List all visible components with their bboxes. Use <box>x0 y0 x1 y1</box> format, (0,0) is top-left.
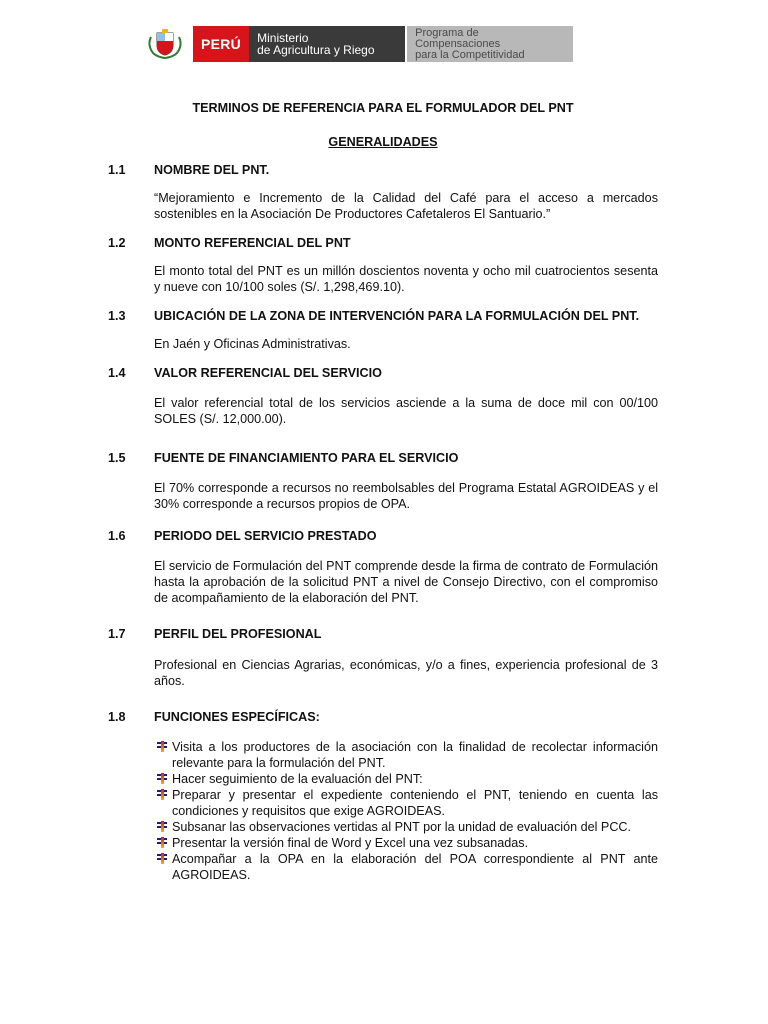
section-1-4 <box>108 365 658 427</box>
section-heading: FUNCIONES ESPECÍFICAS: <box>154 710 320 724</box>
coat-of-arms-icon <box>145 26 185 62</box>
list-item <box>154 835 658 851</box>
section-1-8 <box>108 709 658 883</box>
document-body <box>108 100 658 883</box>
arrow-bullet-icon <box>154 788 172 802</box>
section-1-7 <box>108 626 658 689</box>
arrow-bullet-icon <box>154 740 172 754</box>
list-item-text: Acompañar a la OPA en la elaboración del POA correspondiente al PNT ante AGROIDEAS. <box>172 852 658 882</box>
section-number: 1.1 <box>108 163 126 177</box>
programa-line-3: para la Competitividad <box>415 48 525 61</box>
list-item <box>154 819 658 835</box>
arrow-bullet-icon <box>154 836 172 850</box>
section-number: 1.4 <box>108 366 126 380</box>
section-number: 1.2 <box>108 236 126 250</box>
section-1-6 <box>108 528 658 606</box>
section-text: En Jaén y Oficinas Administrativas. <box>154 337 351 351</box>
section-text: El 70% corresponde a recursos no reembolsables del Programa Estatal AGROIDEAS y el 30% corresponde a recursos propios de OPA. <box>154 481 658 511</box>
list-item-text: Hacer seguimiento de la evaluación del PNT: <box>172 772 423 786</box>
section-1-3 <box>108 308 658 352</box>
header-banner <box>145 26 573 62</box>
arrow-bullet-icon <box>154 772 172 786</box>
ministerio-line-1: Ministerio <box>257 31 309 45</box>
section-heading: VALOR REFERENCIAL DEL SERVICIO <box>154 366 382 380</box>
list-item <box>154 771 658 787</box>
list-item-text: Presentar la versión final de Word y Excel una vez subsanadas. <box>172 836 529 850</box>
ministerio-line-2: de Agricultura y Riego <box>257 43 375 57</box>
programa-line-1: Programa de <box>415 26 479 39</box>
section-number: 1.8 <box>108 710 126 724</box>
programa-line-2: Compensaciones <box>415 37 501 50</box>
ministerio-label <box>249 26 405 62</box>
section-heading: PERIODO DEL SERVICIO PRESTADO <box>154 529 377 543</box>
section-text: El monto total del PNT es un millón doscientos noventa y ocho mil cuatrocientos sesenta y nueve con 10/100 soles (S/. 1,298,469.10). <box>154 264 658 294</box>
list-item <box>154 787 658 819</box>
section-heading: MONTO REFERENCIAL DEL PNT <box>154 236 351 250</box>
list-item <box>154 851 658 883</box>
section-text: “Mejoramiento e Incremento de la Calidad del Café para el acceso a mercados sostenibles en la Asociación De Productores Cafetaleros El Santuario.” <box>154 191 658 221</box>
peru-label: PERÚ <box>193 26 249 62</box>
list-item-text: Subsanar las observaciones vertidas al PNT por la unidad de evaluación del PCC. <box>172 820 632 834</box>
section-heading: FUENTE DE FINANCIAMIENTO PARA EL SERVICIO <box>154 451 459 465</box>
section-number: 1.6 <box>108 529 126 543</box>
programa-label <box>407 26 573 62</box>
section-number: 1.5 <box>108 451 126 465</box>
section-number: 1.3 <box>108 309 126 323</box>
funciones-list <box>154 739 658 883</box>
section-heading: PERFIL DEL PROFESIONAL <box>154 627 322 641</box>
document-subtitle: GENERALIDADES <box>328 135 438 149</box>
list-item-text: Preparar y presentar el expediente conteniendo el PNT, teniendo en cuenta las condiciones y requisitos que exige AGROIDEAS. <box>172 788 658 818</box>
document-title: TERMINOS DE REFERENCIA PARA EL FORMULADOR DEL PNT <box>192 101 574 115</box>
section-text: El servicio de Formulación del PNT comprende desde la firma de contrato de Formulación hasta la aprobación de la solicitud PNT a nivel de Consejo Directivo, con el compromiso de acompañamiento de la elaboración del PNT. <box>154 559 658 605</box>
list-item <box>154 739 658 771</box>
list-item-text: Visita a los productores de la asociación con la finalidad de recolectar información relevante para la formulación del PNT. <box>172 740 658 770</box>
section-heading: NOMBRE DEL PNT. <box>154 163 270 177</box>
section-number: 1.7 <box>108 627 126 641</box>
arrow-bullet-icon <box>154 852 172 866</box>
arrow-bullet-icon <box>154 820 172 834</box>
section-text: Profesional en Ciencias Agrarias, económicas, y/o a fines, experiencia profesional de 3 años. <box>154 658 658 688</box>
section-1-5 <box>108 450 658 512</box>
section-text: El valor referencial total de los servicios asciende a la suma de doce mil con 00/100 SOLES (S/. 12,000.00). <box>154 396 658 426</box>
section-1-2 <box>108 235 658 295</box>
section-heading: UBICACIÓN DE LA ZONA DE INTERVENCIÓN PARA LA FORMULACIÓN DEL PNT. <box>154 309 640 323</box>
section-1-1 <box>108 162 658 222</box>
